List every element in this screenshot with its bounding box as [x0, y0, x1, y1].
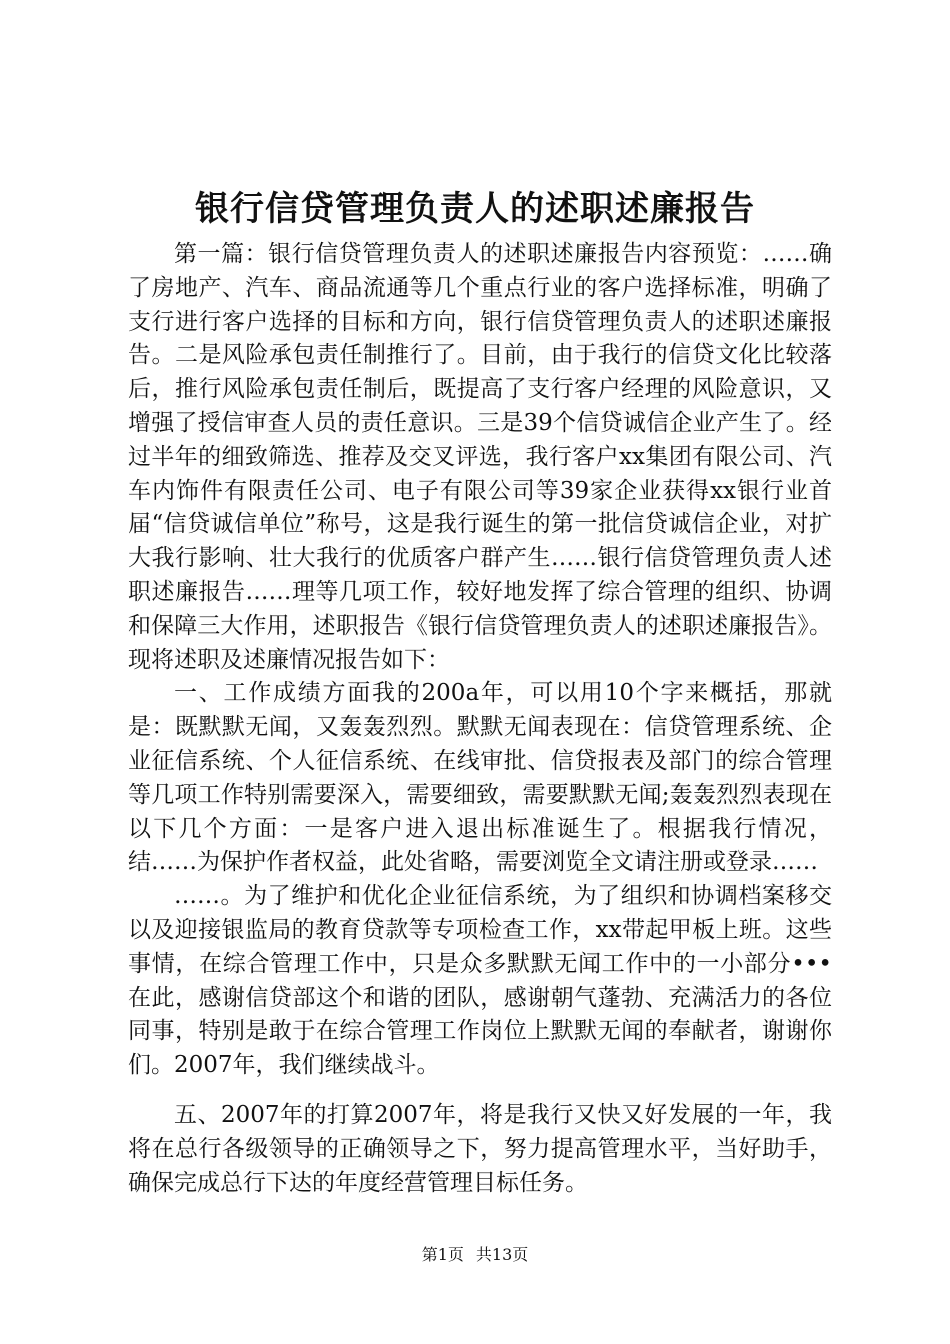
page-footer: [0, 1244, 950, 1266]
document-body: [128, 238, 832, 1200]
paragraph-1: 第一篇：银行信贷管理负责人的述职述廉报告内容预览：……确了房地产、汽车、商品流通等几个重点行业的客户选择标准，明确了支行进行客户选择的目标和方向，银行信贷管理负责人的述职述廉报告。二是风险承包责任制推行了。目前，由于我行的信贷文化比较落后，推行风险承包责任制后，既提高了支行客户经理的风险意识，又增强了授信审查人员的责任意识。三是39个信贷诚信企业产生了。经过半年的细致筛选、推荐及交叉评选，我行客户xx集团有限公司、汽车内饰件有限责任公司、电子有限公司等39家企业获得xx银行业首届“信贷诚信单位”称号，这是我行诞生的第一批信贷诚信企业，对扩大我行影响、壮大我行的优质客户群产生……银行信贷管理负责人述职述廉报告……理等几项工作，较好地发挥了综合管理的组织、协调和保障三大作用，述职报告《银行信贷管理负责人的述职述廉报告》。现将述职及述廉情况报告如下：: [128, 241, 832, 673]
paragraph-4: 五、2007年的打算2007年，将是我行又快又好发展的一年，我将在总行各级领导的正确领导之下，努力提高管理水平，当好助手，确保完成总行下达的年度经营管理目标任务。: [128, 1101, 832, 1196]
paragraph-3: ……。为了维护和优化企业征信系统，为了组织和协调档案移交以及迎接银监局的教育贷款等专项检查工作，xx带起甲板上班。这些事情，在综合管理工作中，只是众多默默无闻工作中的一小部分•••在此，感谢信贷部这个和谐的团队，感谢朝气蓬勃、充满活力的各位同事，特别是敢于在综合管理工作岗位上默默无闻的奉献者，谢谢你们。2007年，我们继续战斗。: [128, 883, 832, 1079]
page-number: 第1页: [421, 1245, 464, 1264]
paragraph-2: 一、工作成绩方面我的200a年，可以用10个字来概括，那就是：既默默无闻，又轰轰烈烈。默默无闻表现在：信贷管理系统、企业征信系统、个人征信系统、在线审批、信贷报表及部门的综合管理等几项工作特别需要深入，需要细致，需要默默无闻;轰轰烈烈表现在以下几个方面：一是客户进入退出标准诞生了。根据我行情况，结……为保护作者权益，此处省略，需要浏览全文请注册或登录……: [128, 680, 832, 876]
document-title: 银行信贷管理负责人的述职述廉报告: [195, 189, 755, 229]
page-total: 共13页: [475, 1245, 529, 1264]
